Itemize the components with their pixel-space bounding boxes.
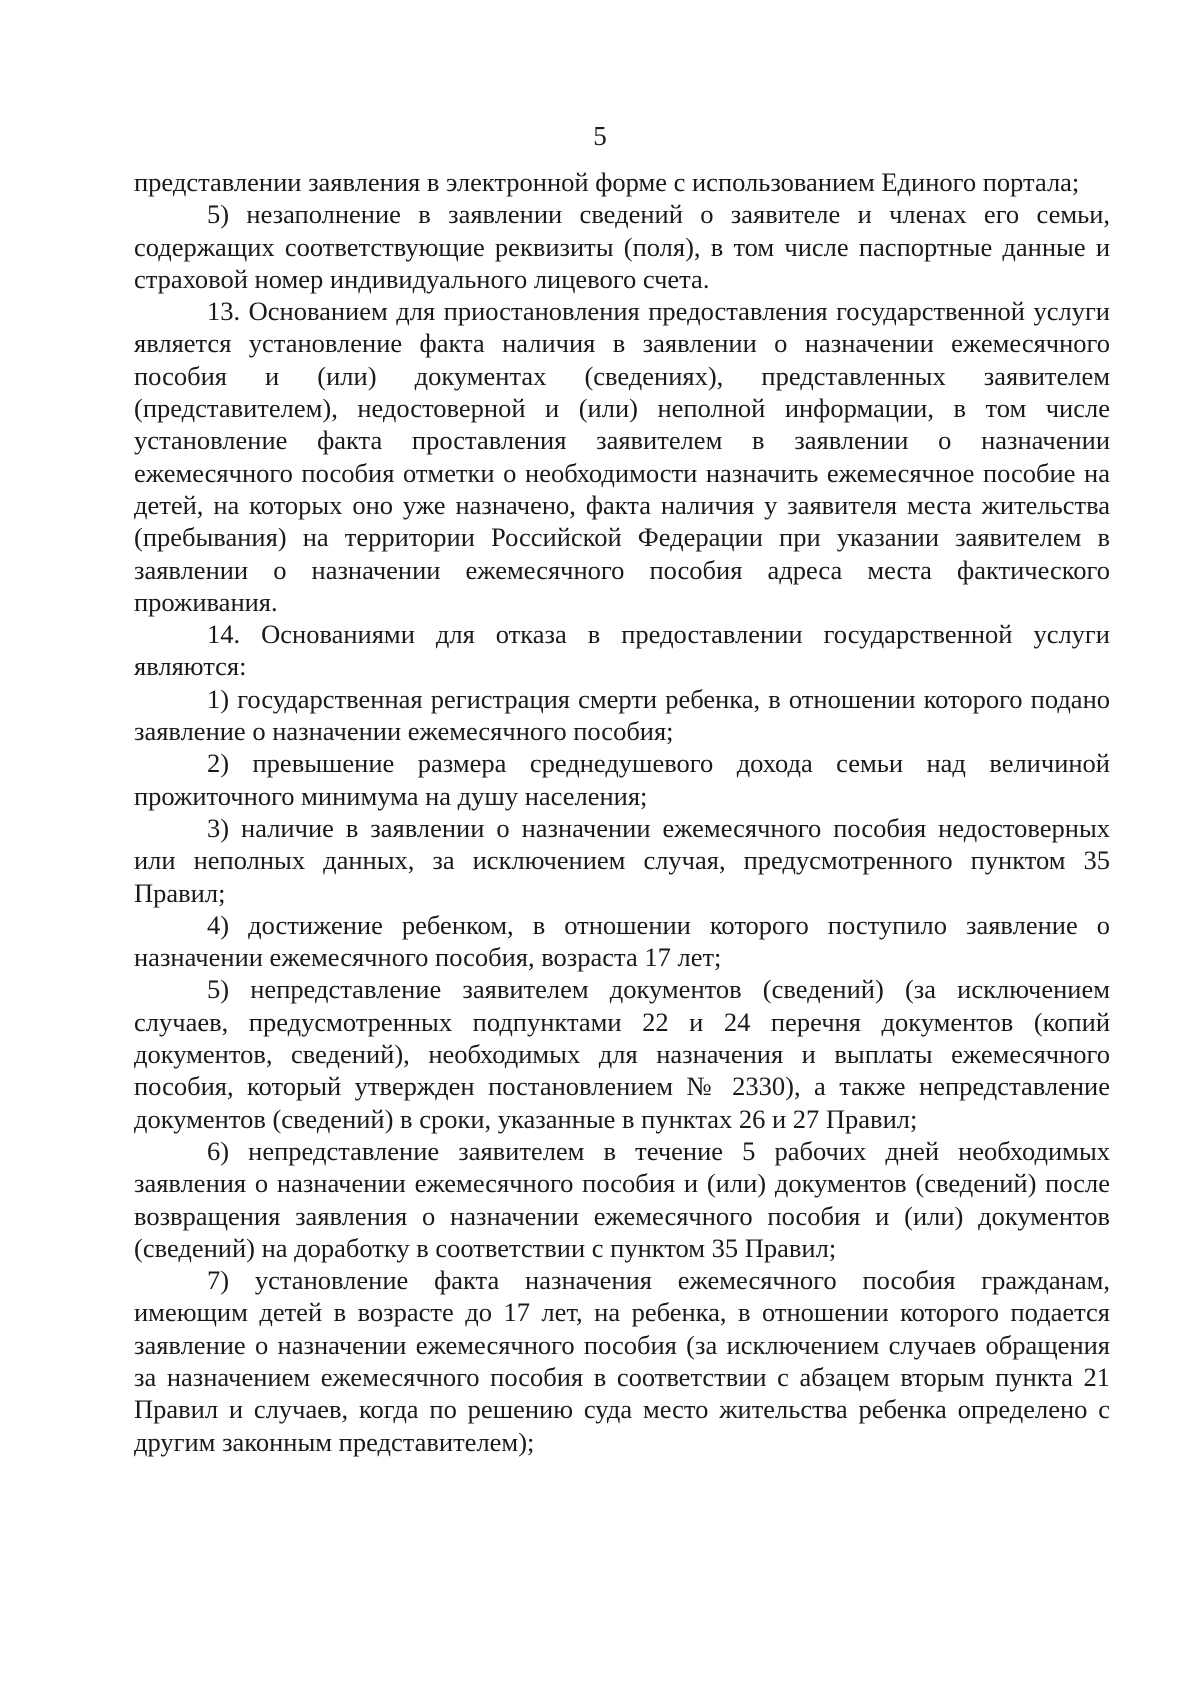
paragraph-refusal-5: 5) непредставление заявителем документов (сведений) (за исключением случаев, предусмотренных подпунктами 22 и 24 перечня документов (копий документов, сведений), необходимых для назначения и выплаты ежемесячного пособия, который утвержден постановлением № 2330), а также непредставление документов (сведений) в сроки, указанные в пунктах 26 и 27 Правил; (134, 974, 1110, 1134)
paragraph-refusal-6: 6) непредставление заявителем в течение 5 рабочих дней необходимых заявления о назначении ежемесячного пособия и (или) документов (сведений) после возвращения заявления о назначении ежемесячного пособия и (или) документов (сведений) на доработку в соответствии с пунктом 35 Правил; (134, 1135, 1110, 1263)
paragraph-continuation: представлении заявления в электронной форме с использованием Единого портала; (134, 167, 1080, 197)
paragraph-refusal-7: 7) установление факта назначения ежемесячного пособия гражданам, имеющим детей в возрасте до 17 лет, на ребенка, в отношении которого подается заявление о назначении ежемесячного пособия (за исключением случаев обращения за назначением ежемесячного пособия в соответствии с абзацем вторым пункта 21 Правил и случаев, когда по решению суда место жительства ребенка определено с другим законным представителем); (134, 1265, 1110, 1457)
paragraph-refusal-4: 4) достижение ребенком, в отношении которого поступило заявление о назначении ежемесячного пособия, возраста 17 лет; (134, 909, 1110, 973)
paragraph-refusal-1: 1) государственная регистрация смерти ребенка, в отношении которого подано заявление о назначении ежемесячного пособия; (134, 683, 1110, 747)
paragraph-clause-13: 13. Основанием для приостановления предоставления государственной услуги является установление факта наличия в заявлении о назначении ежемесячного пособия и (или) документах (сведениях), представленных заявителем (представителем), недостоверной и (или) неполной информации, в том числе установление факта проставления заявителем в заявлении о назначении ежемесячного пособия отметки о необходимости назначить ежемесячное пособие на детей, на которых оно уже назначено, факта наличия у заявителя места жительства (пребывания) на территории Российской Федерации при указании заявителем в заявлении о назначении ежемесячного пособия адреса места фактического проживания. (134, 296, 1110, 617)
document-body (134, 166, 1110, 1458)
page-number: 5 (593, 121, 607, 151)
paragraph-refusal-3: 3) наличие в заявлении о назначении ежемесячного пособия недостоверных или неполных данных, за исключением случая, предусмотренного пунктом 35 Правил; (134, 812, 1110, 908)
paragraph-item-5-blank-fields: 5) незаполнение в заявлении сведений о заявителе и членах его семьи, содержащих соответствующие реквизиты (поля), в том числе паспортные данные и страховой номер индивидуального лицевого счета. (134, 199, 1110, 294)
paragraph-clause-14: 14. Основаниями для отказа в предоставлении государственной услуги являются: (134, 619, 1110, 682)
paragraph-refusal-2: 2) превышение размера среднедушевого дохода семьи над величиной прожиточного минимума на душу населения; (134, 748, 1110, 811)
